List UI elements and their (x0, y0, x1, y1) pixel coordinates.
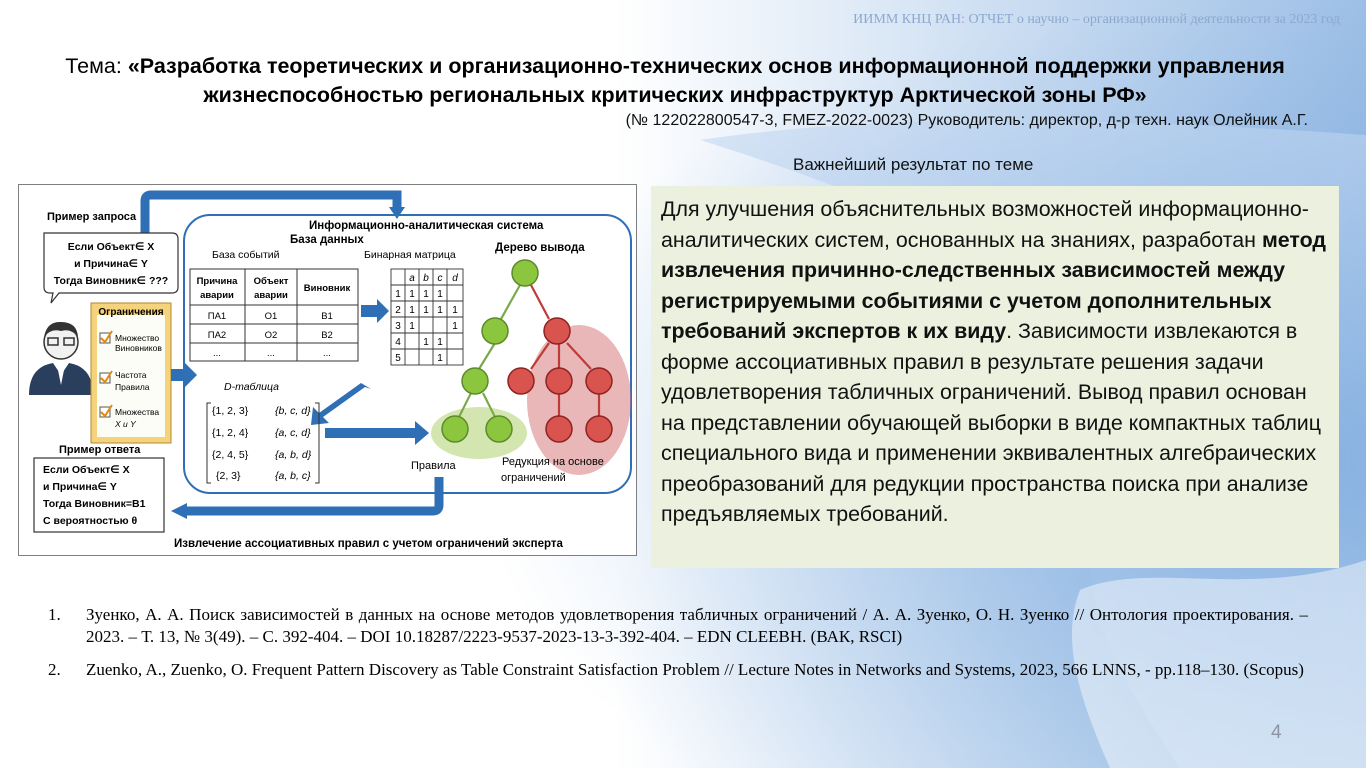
system-title: Информационно-аналитическая система (309, 220, 544, 232)
table-cell: О2 (264, 330, 278, 341)
tree-title: Дерево вывода (495, 242, 585, 254)
tree-node-red (508, 368, 534, 394)
table-cell: В2 (321, 330, 333, 341)
tree-node-red (546, 416, 572, 442)
constraints-title: Ограничения (98, 307, 164, 318)
dtable-cell: {b, c, d} (275, 405, 311, 417)
svg-text:1: 1 (437, 289, 443, 300)
binary-col: b (423, 273, 429, 284)
svg-text:1: 1 (409, 321, 415, 332)
result-description (651, 186, 1339, 568)
tree-node-green (462, 368, 488, 394)
svg-text:1: 1 (423, 337, 429, 348)
figure-caption: Извлечение ассоциативных правил с учетом ограничений эксперта (174, 538, 563, 550)
reduction-label: Редукция на основе ограничений (501, 456, 604, 484)
reference-text: Зуенко, А. А. Поиск зависимостей в данных на основе методов удовлетворения табличных ограничений / А. А. Зуенко, О. Н. Зуенко // Онтология проектирования. – 2023. – Т. 13, № 3(49). – С. 392-404. – DOI 10.18287/2223-9537-2023-13-3-392-404. – EDN CLEEBH. (ВАК, RSCI) (86, 605, 1308, 646)
dtable-cell: {1, 2, 3} (212, 405, 249, 417)
tree-node-red (544, 318, 570, 344)
table-cell: ... (213, 348, 221, 359)
dtable-cell: {2, 3} (216, 470, 241, 482)
tree-node-red (586, 368, 612, 394)
table-cell: ... (323, 348, 331, 359)
answer-line-1: Если Объект∈ X (43, 464, 130, 476)
binary-col: c (437, 273, 443, 284)
svg-text:1: 1 (409, 289, 415, 300)
query-label: Пример запроса (47, 211, 137, 223)
svg-text:1: 1 (423, 289, 429, 300)
answer-line-3: Тогда Виновник=В1 (43, 498, 146, 510)
reference-text: Zuenko, A., Zuenko, O. Frequent Pattern Discovery as Table Constraint Satisfaction Problem // Lecture Notes in Networks and Systems, 2023, 566 LNNS, - pp.118–130. (Scopus) (86, 660, 1304, 679)
constraint-item-1: Множество Виновников (115, 333, 162, 353)
tree-node-red (546, 368, 572, 394)
table-cell: ПА1 (207, 311, 227, 322)
table-cell: ... (267, 348, 275, 359)
svg-text:1: 1 (452, 305, 458, 316)
svg-text:1: 1 (409, 305, 415, 316)
result-heading: Важнейший результат по теме (793, 155, 1034, 174)
dtable-cell: {2, 4, 5} (212, 449, 249, 461)
constraint-item-2: Частота Правила (115, 370, 150, 392)
reference-number: 1. (48, 605, 61, 624)
dtable-cell: {a, c, d} (275, 427, 311, 439)
reference-number: 2. (48, 660, 61, 679)
answer-line-2: и Причина∈ Y (43, 481, 117, 493)
events-title: База событий (212, 249, 280, 261)
checkbox-icon (100, 405, 112, 417)
query-line-2: и Причина∈ Y (74, 258, 148, 270)
binary-col: d (452, 273, 458, 284)
dtable-cell: {1, 2, 4} (212, 427, 249, 439)
svg-text:2: 2 (395, 305, 401, 316)
svg-text:3: 3 (395, 321, 401, 332)
query-line-1: Если Объект∈ X (67, 241, 155, 253)
rules-label: Правила (411, 460, 456, 472)
table-header-3: Виновник (303, 283, 351, 294)
tree-node-green (442, 416, 468, 442)
tree-node-red (586, 416, 612, 442)
project-meta-line: (№ 122022800547-3, FMEZ-2022-0023) Руководитель: директор, д-р техн. наук Олейник А.Г. (625, 112, 1308, 129)
method-diagram-svg (19, 185, 636, 555)
answer-label: Пример ответа (59, 444, 141, 456)
checkbox-icon (100, 371, 112, 383)
title-line1: «Разработка теоретических и организационно-технических основ информационной поддержки управления (127, 54, 1285, 78)
svg-text:1: 1 (437, 353, 443, 364)
result-text-part2: . Зависимости извлекаются в форме ассоциативных правил в результате решения задачи удовлетворения табличных ограничений. Вывод правил основан на представлении обучающей выборки в виде компактных таблиц специального вида и применении эквивалентных алгебраических преобразований для редукции пространства поиска при анализе предъявляемых требований. (661, 319, 1321, 526)
svg-text:5: 5 (395, 353, 401, 364)
result-text-part1: Для улучшения объяснительных возможностей информационно-аналитических систем, основанных на знаниях, разработан (661, 197, 1309, 252)
constraint-item-3: Множества X и Y (115, 407, 160, 429)
dtable-cell: {a, b, c} (275, 470, 311, 482)
tree-node-green (512, 260, 538, 286)
slide-title (30, 52, 1320, 110)
dtable-cell: {a, b, d} (275, 449, 312, 461)
reference-item (48, 604, 1308, 650)
svg-text:1: 1 (452, 321, 458, 332)
svg-text:1: 1 (437, 305, 443, 316)
title-lead: Тема: (65, 54, 128, 78)
svg-text:1: 1 (437, 337, 443, 348)
result-text-bold: метод извлечения причинно-следственных зависимостей между регистрируемыми событиями с учетом дополнительных требований экспертов к их виду (661, 227, 1326, 343)
table-cell: В1 (321, 311, 333, 322)
query-line-3: Тогда Виновник∈ ??? (53, 275, 169, 287)
expert-person-icon (29, 322, 93, 395)
reference-item (48, 659, 1308, 705)
svg-text:4: 4 (395, 337, 401, 348)
checkbox-icon (100, 331, 112, 343)
svg-text:Объектаварии: Объект аварии (253, 276, 289, 301)
binary-col: a (409, 273, 415, 284)
db-title: База данных (290, 234, 364, 246)
title-line2: жизнеспособностью региональных критических инфраструктур Арктической зоны РФ» (203, 83, 1147, 107)
tree-node-green (482, 318, 508, 344)
header-report-note: ИИММ КНЦ РАН: ОТЧЕТ о научно – организационной деятельности за 2023 год (853, 12, 1340, 27)
method-diagram (18, 184, 637, 556)
svg-text:1: 1 (395, 289, 401, 300)
tree-node-green (486, 416, 512, 442)
svg-text:Причинааварии: Причина аварии (196, 276, 238, 301)
answer-line-4: С вероятностью θ (43, 515, 138, 527)
page-number: 4 (1271, 722, 1282, 743)
svg-text:1: 1 (423, 305, 429, 316)
table-cell: ПА2 (207, 330, 227, 341)
binary-title: Бинарная матрица (364, 249, 456, 261)
table-cell: О1 (264, 311, 278, 322)
dtable-title: D-таблица (224, 381, 279, 393)
